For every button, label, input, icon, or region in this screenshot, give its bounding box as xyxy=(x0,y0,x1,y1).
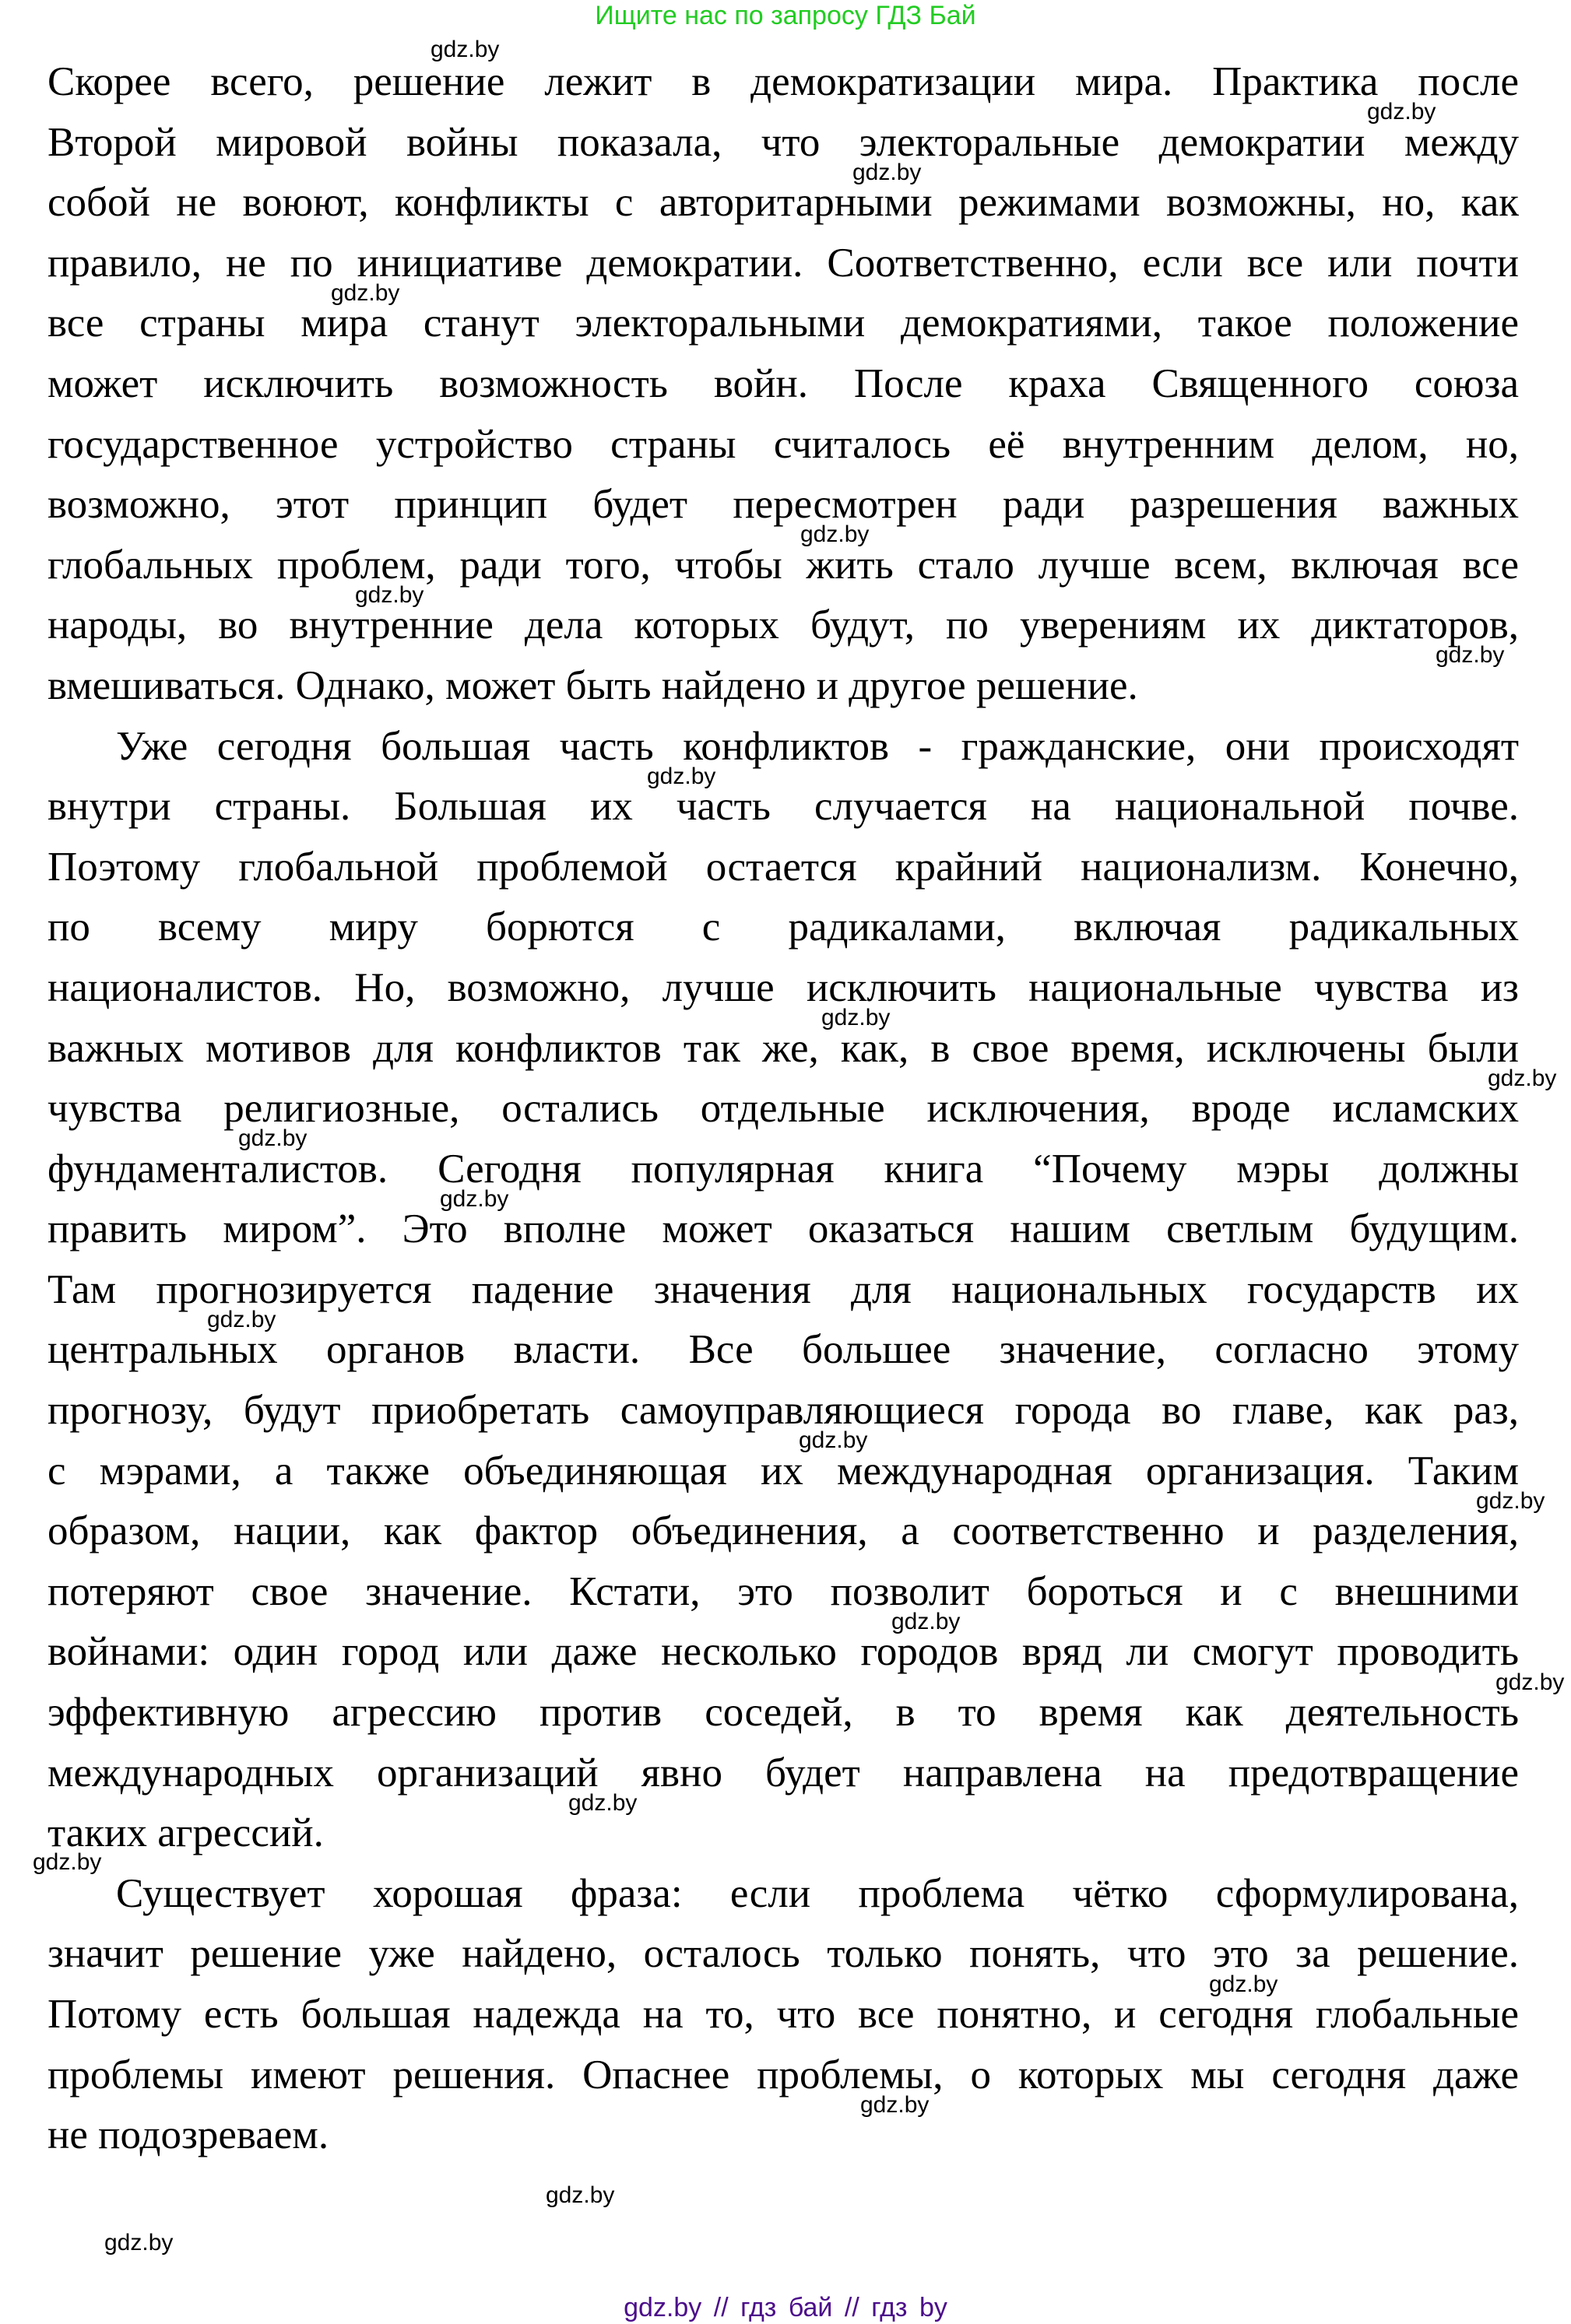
text-line: глобальных проблем, ради того, чтобы жить стало лучше всем, включая все xyxy=(47,542,1519,588)
watermark: gdz.by xyxy=(1436,642,1505,669)
watermark: gdz.by xyxy=(821,1005,891,1030)
text-line: с мэрами, а также объединяющая их международная организация. Таким xyxy=(47,1448,1519,1494)
text-line: Уже сегодня большая часть конфликтов - гражданские, они происходят xyxy=(116,723,1519,769)
watermark: gdz.by xyxy=(1476,1487,1545,1514)
text-line: проблемы имеют решения. Опаснее проблемы, о которых мы сегодня даже xyxy=(47,2052,1519,2098)
text-line: прогнозу, будут приобретать самоуправляющиеся города во главе, как раз, xyxy=(47,1388,1519,1434)
text-line: чувства религиозные, остались отдельные исключения, вроде исламских xyxy=(47,1086,1519,1132)
text-line: центральных органов власти. Все большее значение, согласно этому xyxy=(47,1327,1519,1373)
text-line: эффективную агрессию против соседей, в то время как деятельность xyxy=(47,1690,1519,1736)
watermark: gdz.by xyxy=(546,2182,615,2208)
watermark: gdz.by xyxy=(852,159,922,185)
watermark: gdz.by xyxy=(431,37,500,62)
watermark: gdz.by xyxy=(1209,1971,1278,1997)
watermark: gdz.by xyxy=(891,1609,961,1634)
text-line: Поэтому глобальной проблемой остается крайний национализм. Конечно, xyxy=(47,844,1519,890)
text-line: международных организаций явно будет направлена на предотвращение xyxy=(47,1750,1519,1796)
text-line: Существует хорошая фраза: если проблема чётко сформулирована, xyxy=(116,1870,1519,1916)
watermark: gdz.by xyxy=(568,1789,638,1816)
text-line: правило, не по инициативе демократии. Соответственно, если все или почти xyxy=(47,240,1519,286)
document-body xyxy=(47,59,1519,2176)
watermark: gdz.by xyxy=(33,1849,102,1876)
watermark: gdz.by xyxy=(331,279,400,306)
footer-links[interactable]: gdz.by // гдз бай // гдз by xyxy=(624,2293,947,2322)
watermark: gdz.by xyxy=(799,1427,868,1454)
watermark: gdz.by xyxy=(647,763,716,789)
watermark: gdz.by xyxy=(860,2091,930,2118)
text-line: государственное устройство страны считалось её внутренним делом, но, xyxy=(47,421,1519,467)
text-line: фундаменталистов. Сегодня популярная книга “Почему мэры должны xyxy=(47,1146,1519,1192)
watermark: gdz.by xyxy=(104,2230,174,2256)
text-line: важных мотивов для конфликтов так же, как, в свое время, исключены были xyxy=(47,1025,1519,1071)
text-line: не подозреваем. xyxy=(47,2112,329,2158)
watermark: gdz.by xyxy=(355,581,424,608)
text-line: народы, во внутренние дела которых будут, по уверениям их диктаторов, xyxy=(47,602,1519,648)
text-line: Скорее всего, решение лежит в демократизации мира. Практика после xyxy=(47,59,1519,104)
text-line: Потому есть большая надежда на то, что все понятно, и сегодня глобальные xyxy=(47,1992,1519,2037)
text-line: по всему миру борются с радикалами, включая радикальных xyxy=(47,904,1519,950)
watermark: gdz.by xyxy=(238,1125,308,1152)
search-hint-banner: Ищите нас по запросу ГДЗ Бай xyxy=(595,1,976,30)
text-line: значит решение уже найдено, осталось только понять, что это за решение. xyxy=(47,1931,1519,1977)
text-line: войнами: один город или даже несколько городов вряд ли смогут проводить xyxy=(47,1629,1519,1675)
watermark: gdz.by xyxy=(1495,1669,1565,1695)
text-line: возможно, этот принцип будет пересмотрен ради разрешения важных xyxy=(47,482,1519,528)
watermark: gdz.by xyxy=(207,1307,276,1332)
watermark: gdz.by xyxy=(800,521,870,548)
text-line: править миром”. Это вполне может оказаться нашим светлым будущим. xyxy=(47,1206,1519,1252)
text-line: образом, нации, как фактор объединения, а соответственно и разделения, xyxy=(47,1508,1519,1554)
text-line: таких агрессий. xyxy=(47,1810,324,1856)
text-line: собой не воюют, конфликты с авторитарными режимами возможны, но, как xyxy=(47,180,1519,226)
text-line: внутри страны. Большая их часть случается на национальной почве. xyxy=(47,784,1519,830)
watermark: gdz.by xyxy=(1488,1065,1557,1091)
watermark: gdz.by xyxy=(1367,99,1436,125)
text-line: вмешиваться. Однако, может быть найдено и другое решение. xyxy=(47,662,1138,708)
text-line: националистов. Но, возможно, лучше исключить национальные чувства из xyxy=(47,964,1519,1010)
text-line: Второй мировой войны показала, что электоральные демократии между xyxy=(47,119,1519,165)
text-line: может исключить возможность войн. После краха Священного союза xyxy=(47,360,1519,406)
text-line: все страны мира станут электоральными демократиями, такое положение xyxy=(47,300,1519,346)
text-line: Там прогнозируется падение значения для национальных государств их xyxy=(47,1266,1519,1312)
text-line: потеряют свое значение. Кстати, это позволит бороться и с внешними xyxy=(47,1568,1519,1614)
watermark: gdz.by xyxy=(440,1185,509,1212)
